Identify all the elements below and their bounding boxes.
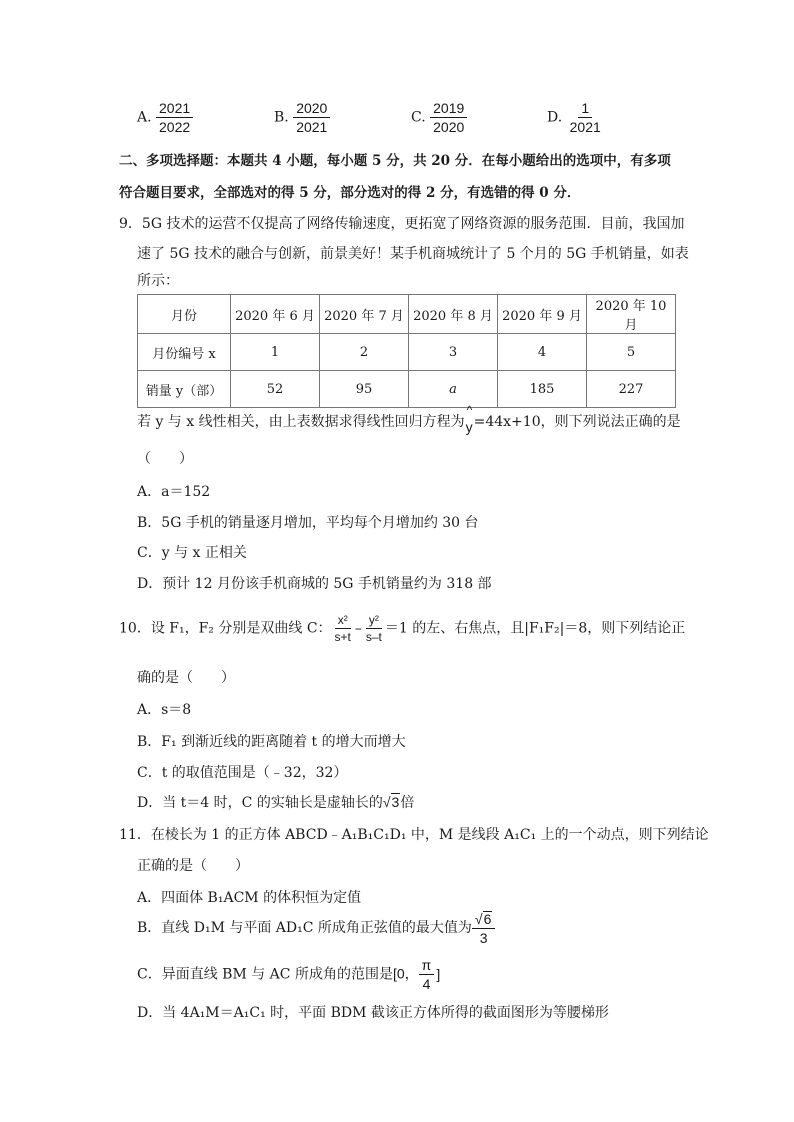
- table-row: [138, 295, 676, 334]
- table-cell: 1: [231, 334, 320, 371]
- table-cell: 2020 年 10 月: [587, 295, 676, 334]
- option-letter: B.: [274, 109, 289, 126]
- y-hat: [465, 403, 473, 435]
- radicand: 6: [483, 911, 492, 927]
- regression-equation: =44x+10，则下列说法正确的是: [473, 414, 681, 430]
- fraction-sqrt6-over-3: [472, 911, 495, 945]
- denominator: 4: [422, 976, 431, 992]
- table-cell: 4: [498, 334, 587, 371]
- q9-paren: （ ）: [137, 451, 193, 467]
- q9-stem-line1: 5G 技术的运营不仅提高了网络传输速度，更拓宽了网络资源的服务范围．目前，我国加: [141, 216, 685, 232]
- q10-option-d-text: D．当 t＝4 时，C 的实轴长是虚轴长的: [137, 795, 383, 811]
- numerator: 2020: [293, 101, 330, 118]
- numerator: 2021: [156, 101, 193, 118]
- numerator: y²: [366, 614, 382, 629]
- q9-option-c: C．y 与 x 正相关: [137, 545, 247, 561]
- q11-option-c: [137, 958, 440, 991]
- sales-table: [137, 294, 676, 408]
- q8-option-a: [137, 101, 193, 134]
- q9-stem-regression: [137, 403, 681, 435]
- q11-option-c-text: C．异面直线 BM 与 AC 所成角的范围是: [137, 966, 393, 983]
- q8-option-c: [411, 101, 467, 134]
- q10-option-d: [137, 792, 414, 812]
- section-heading-line2: 符合题目要求，全部选对的得 5 分，部分选对的得 2 分，有选错的得 0 分．: [119, 185, 581, 201]
- table-cell: 52: [231, 371, 320, 408]
- radical-sign: √: [474, 911, 483, 927]
- denominator: 2021: [569, 119, 601, 135]
- q11-option-d: D．当 4A₁M＝A₁C₁ 时，平面 BDM 截该正方体所得的截面图形为等腰梯形: [137, 1005, 609, 1021]
- table-cell: 185: [498, 371, 587, 408]
- radical-sign: √: [382, 794, 391, 810]
- sqrt-3: [383, 793, 400, 810]
- regression-intro: 若 y 与 x 线性相关，由上表数据求得线性回归方程为: [137, 414, 465, 430]
- q8-option-b: [274, 101, 330, 134]
- table-cell: 5: [587, 334, 676, 371]
- table-row: [138, 334, 676, 371]
- table-cell: 2020 年 9 月: [498, 295, 587, 334]
- denominator: 2021: [296, 119, 328, 135]
- numerator: 1: [578, 101, 592, 118]
- table-cell: 2: [320, 334, 409, 371]
- q11-stem-line2: 正确的是（ ）: [137, 858, 249, 874]
- q9-option-a: A．a＝152: [137, 484, 211, 500]
- table-cell: 销量 y（部）: [138, 371, 231, 408]
- q11-option-b-text: B．直线 D₁M 与平面 AD₁C 所成角正弦值的最大值为: [137, 920, 472, 936]
- option-letter: A.: [137, 109, 152, 126]
- y-variable: y: [465, 419, 473, 435]
- fraction-x: [332, 614, 354, 643]
- left-bracket: [0，: [392, 965, 419, 982]
- table-row: [138, 371, 676, 408]
- table-cell: 2020 年 8 月: [409, 295, 498, 334]
- q8-option-d: [547, 101, 604, 134]
- q9-stem-line2: 速了 5G 技术的融合与创新，前景美好！某手机商城统计了 5 个月的 5G 手机销量，如表: [137, 246, 689, 262]
- denominator: s+t: [334, 630, 351, 644]
- denominator: 2020: [433, 119, 465, 135]
- fraction-pi-over-4: [419, 958, 435, 991]
- numerator: π: [419, 958, 435, 975]
- q11-option-b: [137, 911, 495, 945]
- numerator: x²: [335, 614, 351, 629]
- option-letter: C.: [411, 109, 426, 126]
- denominator: 2022: [159, 119, 191, 135]
- fraction: [430, 101, 467, 134]
- denominator: 3: [479, 930, 488, 946]
- option-letter: D.: [547, 109, 563, 126]
- fraction: [156, 101, 193, 134]
- question-number: 9．: [119, 216, 142, 232]
- right-bracket: ]: [436, 965, 441, 982]
- fraction: [293, 101, 330, 134]
- numerator: 2019: [430, 101, 467, 118]
- radicand: 3: [391, 794, 400, 810]
- q10-option-c: C．t 的取值范围是（﹣32，32）: [137, 765, 348, 781]
- table-cell: 月份编号 x: [138, 334, 231, 371]
- q10-option-a: A．s＝8: [137, 702, 192, 718]
- fraction-y: [363, 614, 385, 643]
- q10-stem-line1: [119, 614, 685, 643]
- q10-option-d-suffix: 倍: [400, 795, 415, 811]
- table-cell: 227: [587, 371, 676, 408]
- table-cell: a: [409, 371, 498, 408]
- fraction: [567, 101, 604, 134]
- q10-option-b: B．F₁ 到渐近线的距离随着 t 的增大而增大: [137, 734, 406, 750]
- table-cell: 3: [409, 334, 498, 371]
- minus-sign: –: [354, 620, 362, 637]
- q10-stem-line2: 确的是（ ）: [137, 670, 235, 686]
- table-cell: 2020 年 6 月: [231, 295, 320, 334]
- q9-stem-line3: 所示：: [137, 273, 179, 289]
- hat-symbol: ^: [466, 403, 473, 417]
- q9-option-d: D．预计 12 月份该手机商城的 5G 手机销量约为 318 部: [137, 576, 492, 592]
- section-heading-line1: 二、多项选择题：本题共 4 小题，每小题 5 分，共 20 分．在每小题给出的选项中，有多项: [119, 153, 671, 169]
- sqrt-6: [475, 911, 492, 926]
- numerator: [472, 911, 495, 929]
- denominator: s–t: [365, 630, 382, 644]
- q9-option-b: B．5G 手机的销量逐月增加，平均每个月增加约 30 台: [137, 515, 479, 531]
- table-cell: 95: [320, 371, 409, 408]
- q10-stem-post: ＝1 的左、右焦点，且|F₁F₂|＝8，则下列结论正: [384, 620, 686, 637]
- q10-stem-pre: 10．设 F₁，F₂ 分别是双曲线 C：: [119, 620, 332, 637]
- table-cell: 2020 年 7 月: [320, 295, 409, 334]
- table-cell: 月份: [138, 295, 231, 334]
- q11-stem-line1: 11．在棱长为 1 的正方体 ABCD﹣A₁B₁C₁D₁ 中，M 是线段 A₁C₁ 上的一个动点，则下列结论: [119, 827, 709, 843]
- q11-option-a: A．四面体 B₁ACM 的体积恒为定值: [137, 890, 362, 906]
- q9-line1: [119, 213, 684, 233]
